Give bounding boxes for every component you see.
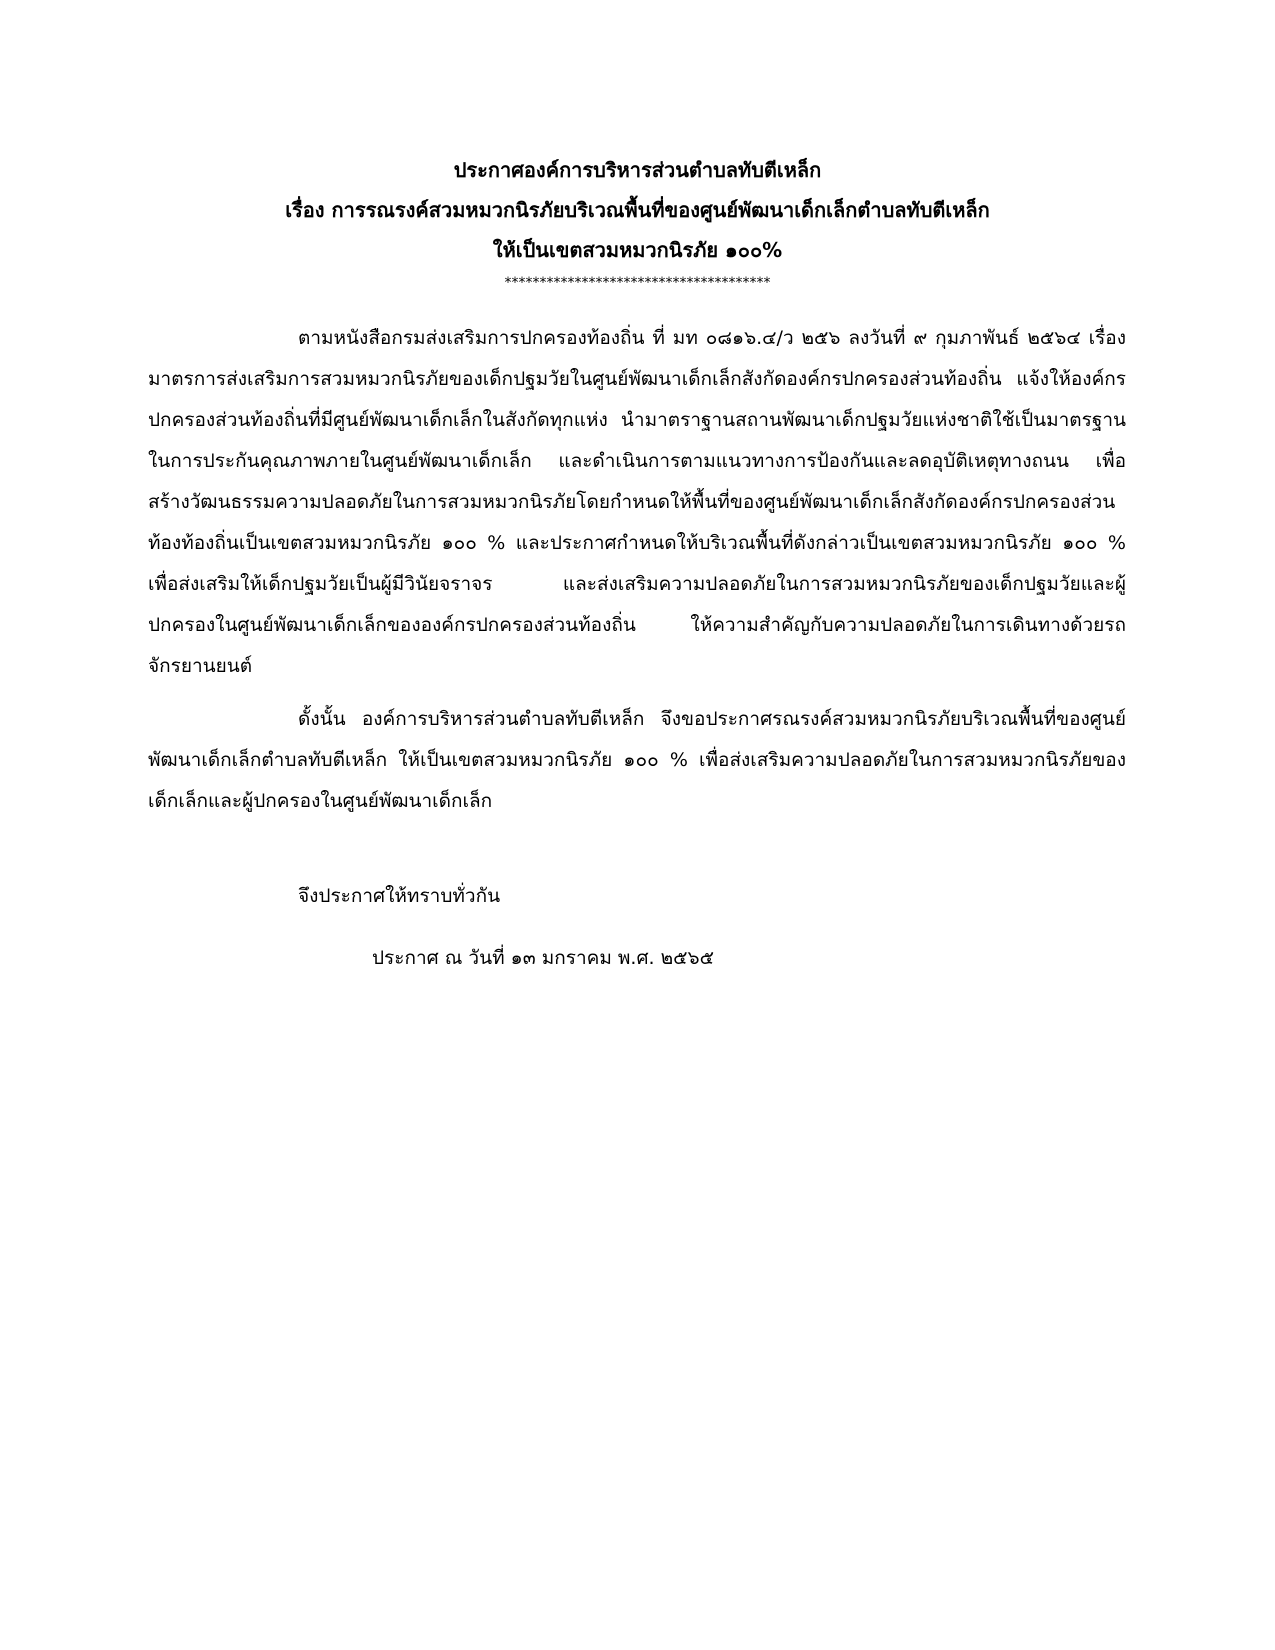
announcement-subject-continued: ให้เป็นเขตสวมหมวกนิรภัย ๑๐๐% [492,238,783,262]
announcement-body [148,318,1126,834]
header-separator: ************************************** [504,275,771,291]
body-paragraph-1: ตามหนังสือกรมส่งเสริมการปกครองท้องถิ่น ที่ มท ๐๘๑๖.๔/ว ๒๕๖ ลงวันที่ ๙ กุมภาพันธ์ ๒๕๖๔ เรื่อง มาตรการส่งเสริมการสวมหมวกนิรภัยของเด็กปฐมวัยในศูนย์พัฒนาเด็กเล็กสังกัดองค์กรปกครองส่วนท้องถิ่น แจ้งให้องค์กรปกครองส่วนท้องถิ่นที่มีศูนย์พัฒนาเด็กเล็กในสังกัดทุกแห่ง นำมาตราฐานสถานพัฒนาเด็กปฐมวัยแห่งชาติใช้เป็นมาตรฐานในการประกันคุณภาพภายในศูนย์พัฒนาเด็กเล็ก และดำเนินการตามแนวทางการป้องกันและลดอุบัติเหตุทางถนน เพื่อสร้างวัฒนธรรมความปลอดภัยในการสวมหมวกนิรภัยโดยกำหนดให้พื้นที่ของศูนย์พัฒนาเด็กเล็กสังกัดองค์กรปกครองส่วนท้องท้องถิ่นเป็นเขตสวมหมวกนิรภัย ๑๐๐ % และประกาศกำหนดให้บริเวณพื้นที่ดังกล่าวเป็นเขตสวมหมวกนิรภัย ๑๐๐ % เพื่อส่งเสริมให้เด็กปฐมวัยเป็นผู้มีวินัยจราจร และส่งเสริมความปลอดภัยในการสวมหมวกนิรภัยของเด็กปฐมวัยและผู้ปกครองในศูนย์พัฒนาเด็กเล็กขององค์กรปกครองส่วนท้องถิ่น ให้ความสำคัญกับความปลอดภัยในการเดินทางด้วยรถจักรยานยนต์ [148,327,1126,677]
announcement-date: ประกาศ ณ วันที่ ๑๓ มกราคม พ.ศ. ๒๕๖๕ [372,947,714,969]
body-paragraph-2: ดั้งนั้น องค์การบริหารส่วนตำบลทับตีเหล็ก จึงขอประกาศรณรงค์สวมหมวกนิรภัยบริเวณพื้นที่ของศูนย์พัฒนาเด็กเล็กตำบลทับตีเหล็ก ให้เป็นเขตสวมหมวกนิรภัย ๑๐๐ % เพื่อส่งเสริมความปลอดภัยในการสวมหมวกนิรภัยของเด็กเล็กและผู้ปกครองในศูนย์พัฒนาเด็กเล็ก [148,708,1126,812]
announcement-subject: เรื่อง การรณรงค์สวมหมวกนิรภัยบริเวณพื้นที่ของศูนย์พัฒนาเด็กเล็กตำบลทับตีเหล็ก [285,198,990,222]
announcement-title: ประกาศองค์การบริหารส่วนตำบลทับตีเหล็ก [453,158,822,182]
announcement-header [0,150,1275,294]
closing-notice: จึงประกาศให้ทราบทั่วกัน [298,885,501,907]
